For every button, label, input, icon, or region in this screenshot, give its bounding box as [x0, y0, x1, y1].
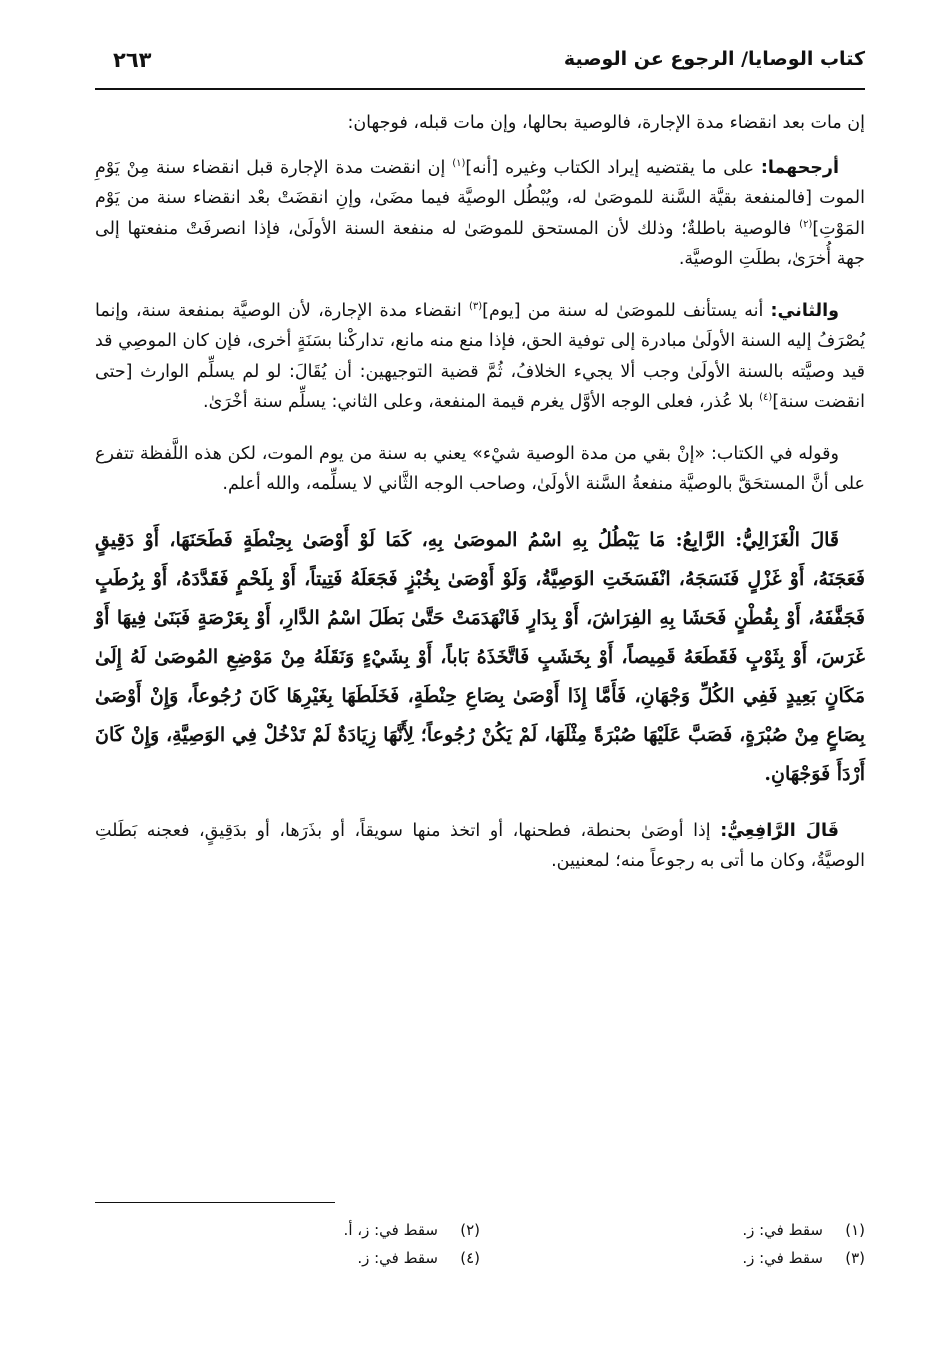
footnote-number: (٢) — [460, 1221, 480, 1239]
ghazali-heading: قَالَ الْغَزَالِيُّ: — [735, 528, 840, 551]
second-view-text-b: انقضاء مدة الإجارة، لأن الوصيَّة بمنفعة سنة، وإنما يُصْرَفُ إليه السنة الأولَىٰ مبادرة إلى توفية الحق، فإذا منع منه مانع، تداركْنا بسَنَةٍ أخرى، فإن كان الموصِي قد قيد وصيَّته بالسنة الأولَىٰ وجب ألا يجيء الخلافُ، ثُمَّ قضية التوجيهين: أن يُقَالَ: لو لم يسلِّم الوارث [حتى انقضت سنة] — [95, 300, 865, 412]
footnote-ref-2[interactable]: (٢) — [799, 218, 813, 230]
paragraph-ghazali-quote — [95, 521, 865, 794]
rafii-heading: قَالَ الرَّافِعِيُّ: — [720, 820, 839, 841]
footnote-1 — [480, 1221, 865, 1239]
first-view-heading: أرجحهما: — [760, 157, 839, 178]
second-view-heading: والثاني: — [770, 300, 839, 321]
footnote-row — [95, 1244, 865, 1272]
footnote-row — [95, 1216, 865, 1244]
footnote-text: سقط في: ز. — [742, 1249, 823, 1267]
footnote-number: (٤) — [460, 1249, 480, 1267]
ghazali-text: الرَّابِعُ: مَا يَبْطُلُ بِهِ اسْمُ الموصَىٰ بِهِ، كَمَا لَوْ أَوْصَىٰ بِحِنْطَةٍ فَطَحَنَهَا، أَوْ دَقِيقٍ فَعَجَنَهُ، أَوْ غَزْلٍ فَنَسَجَهُ، انْفَسَخَتِ الوَصِيَّةُ، وَلَوْ أَوْصَىٰ بِخُبْزٍ فَجَعَلَهُ فَتِيتاً، أَوْ بِلَحْمٍ فَقَدَّدَهُ، أَوْ بِرُطَبٍ فَجَفَّفَهُ، أَوْ بِقُطْنٍ فَحَشَا بِهِ الفِرَاشَ، أَوْ بِدَارٍ فَانْهَدَمَتْ حَتَّىٰ بَطَلَ اسْمُ الدَّارِ، أَوْ بِعَرْصَةٍ فَبَنَىٰ فِيهَا أَوْ غَرَسَ، أَوْ بِثَوْبٍ فَقَطَعَهُ قَمِيصاً، أَوْ بِخَشَبٍ فَاتَّخَذَهُ بَاباً، أَوْ بِشَيْءٍ وَنَقَلَهُ مِنْ مَوْضِعِ المُوصَىٰ لَهُ إِلَىٰ مَكَانٍ بَعِيدٍ فَفِي الكُلِّ وَجْهَانِ، فَأَمَّا إِذَا أَوْصَىٰ بِصَاعِ حِنْطَةٍ، فَخَلَطَهَا بِغَيْرِهَا كَانَ رُجُوعاً، وَإِنْ أَوْصَىٰ بِصَاعٍ مِنْ صُبْرَةٍ، فَصَبَّ عَلَيْهَا صُبْرَةً مِثْلَهَا، لَمْ يَكُنْ رُجُوعاً؛ لِأَنَّهَا زِيَادَةٌ لَمْ تَدْخُلْ فِي الوَصِيَّةِ، وَإِنْ كَانَ أَرْدَأَ فَوَجْهَانِ. — [95, 528, 865, 785]
second-view-text-a: أنه يستأنف للموصَىٰ له سنة من [يوم] — [482, 300, 771, 321]
footnotes — [95, 1216, 865, 1272]
page-body — [95, 108, 865, 877]
paragraph-second-view — [95, 296, 865, 418]
paragraph-first-view — [95, 153, 865, 275]
second-view-text-c: بلا عُذر، فعلى الوجه الأوَّل يغرم قيمة المنفعة، وعلى الثاني: يسلِّم سنة أخْرَىٰ. — [203, 392, 760, 412]
chapter-title: كتاب الوصايا/ الرجوع عن الوصية — [563, 48, 865, 70]
first-view-text-a: على ما يقتضيه إيراد الكتاب وغيره [أنه] — [465, 157, 761, 178]
commentary-text: وقوله في الكتاب: «إنْ بقي من مدة الوصية شيْء» يعني به سنة من يوم الموت، لكن هذه اللَّفظة تتفرع على أنَّ المستحَقَّ بالوصيَّة منفعةُ السَّنة الأولَىٰ، وصاحب الوجه الثَّاني لا يسلِّمه، والله أعلم. — [95, 443, 865, 494]
first-view-text-b: إن انقضت مدة الإجارة قبل انقضاء سنة مِنْ يَوْمِ الموت [فالمنفعة بقيَّة السَّنة للموصَىٰ له، ويُبْطُل الوصيَّة فيما مضَىٰ، وإنِ انقضَتْ بعْد انقضاء سنة من يَوْم المَوْتِ] — [95, 157, 865, 239]
footnote-2 — [95, 1221, 480, 1239]
footnote-divider — [95, 1202, 335, 1203]
footnote-ref-4[interactable]: (٤) — [759, 392, 773, 404]
footnote-3 — [480, 1249, 865, 1267]
paragraph-rafii — [95, 816, 865, 877]
footnote-4 — [95, 1249, 480, 1267]
page-number: ٢٦٣ — [113, 48, 152, 72]
first-view-text-c: فالوصية باطلةٌ؛ وذلك لأن المستحق للموصَىٰ له منفعة السنة الأولَىٰ، فإذا انصرفَتْ منفعتها إلى جهة أُخرَىٰ، بطلَتِ الوصيَّة. — [95, 218, 865, 269]
rafii-text: إذا أوصَىٰ بحنطة، فطحنها، أو اتخذ منها سويقاً، أو بذَرَها، أو بدَقِيقٍ، فعجنه بَطَلتِ الوصيَّةُ، وكان ما أتى به رجوعاً منه؛ لمعنيين. — [95, 820, 865, 871]
paragraph-commentary — [95, 439, 865, 500]
running-header — [95, 40, 865, 90]
footnote-number: (٣) — [845, 1249, 865, 1267]
footnote-text: سقط في: ز. — [742, 1221, 823, 1239]
footnote-ref-1[interactable]: (١) — [452, 157, 466, 169]
footnote-ref-3[interactable]: (٣) — [468, 300, 483, 312]
footnote-number: (١) — [845, 1221, 865, 1239]
paragraph-intro — [95, 108, 865, 139]
book-page — [95, 40, 865, 1267]
footnote-text: سقط في: ز، أ. — [343, 1221, 438, 1239]
intro-text: إن مات بعد انقضاء مدة الإجارة، فالوصية بحالها، وإن مات قبله، فوجهان: — [347, 113, 865, 133]
footnote-text: سقط في: ز. — [357, 1249, 438, 1267]
